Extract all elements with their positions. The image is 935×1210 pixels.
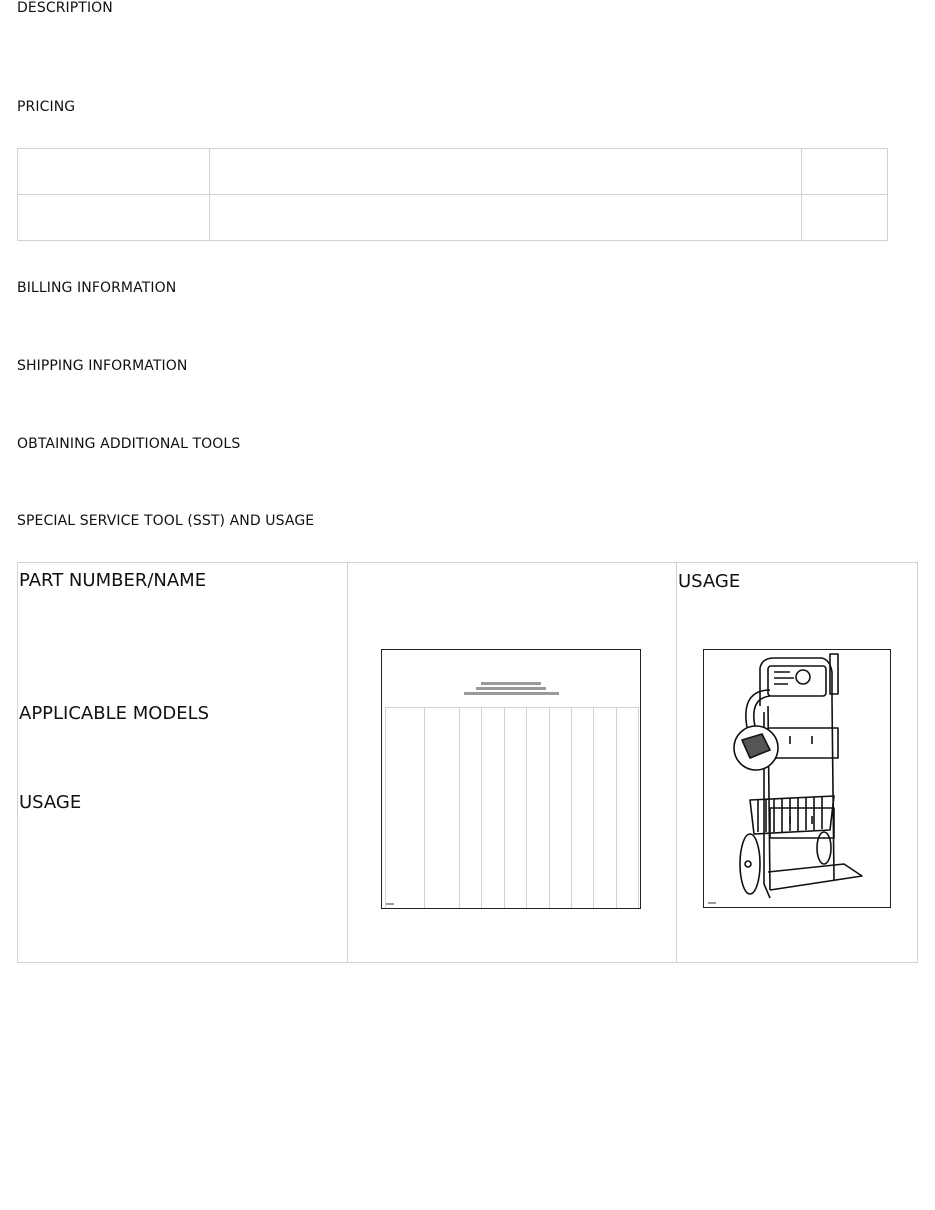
sst-usage-cell	[677, 563, 918, 963]
figure-reference-number	[708, 902, 716, 904]
table-row	[18, 149, 888, 195]
section-heading-billing: BILLING INFORMATION	[17, 280, 177, 296]
sst-table	[17, 562, 918, 963]
section-heading-shipping: SHIPPING INFORMATION	[17, 358, 188, 374]
application-chart-figure	[381, 649, 641, 909]
applicable-models-label: APPLICABLE MODELS	[19, 703, 210, 724]
table-cell	[210, 149, 802, 195]
part-number-label: PART NUMBER/NAME	[19, 570, 207, 591]
usage-label: USAGE	[19, 792, 82, 813]
table-cell	[210, 195, 802, 241]
table-row	[18, 195, 888, 241]
application-chart-table	[385, 707, 639, 909]
table-cell	[802, 149, 888, 195]
table-cell	[802, 195, 888, 241]
section-heading-pricing: PRICING	[17, 99, 76, 115]
table-cell	[18, 149, 210, 195]
section-heading-sst-usage: SPECIAL SERVICE TOOL (SST) AND USAGE	[17, 513, 315, 529]
section-heading-description: DESCRIPTION	[17, 0, 113, 16]
service-tool-cart-figure	[703, 649, 891, 908]
usage-label-right: USAGE	[678, 571, 741, 592]
sst-info-cell	[18, 563, 348, 963]
table-row	[18, 563, 918, 963]
tool-cart-icon	[704, 650, 890, 907]
chart-title-text	[382, 680, 640, 697]
table-cell	[18, 195, 210, 241]
pricing-table	[17, 148, 888, 241]
section-heading-obtaining-tools: OBTAINING ADDITIONAL TOOLS	[17, 436, 241, 452]
figure-reference-number	[386, 903, 394, 905]
sst-chart-cell	[348, 563, 677, 963]
